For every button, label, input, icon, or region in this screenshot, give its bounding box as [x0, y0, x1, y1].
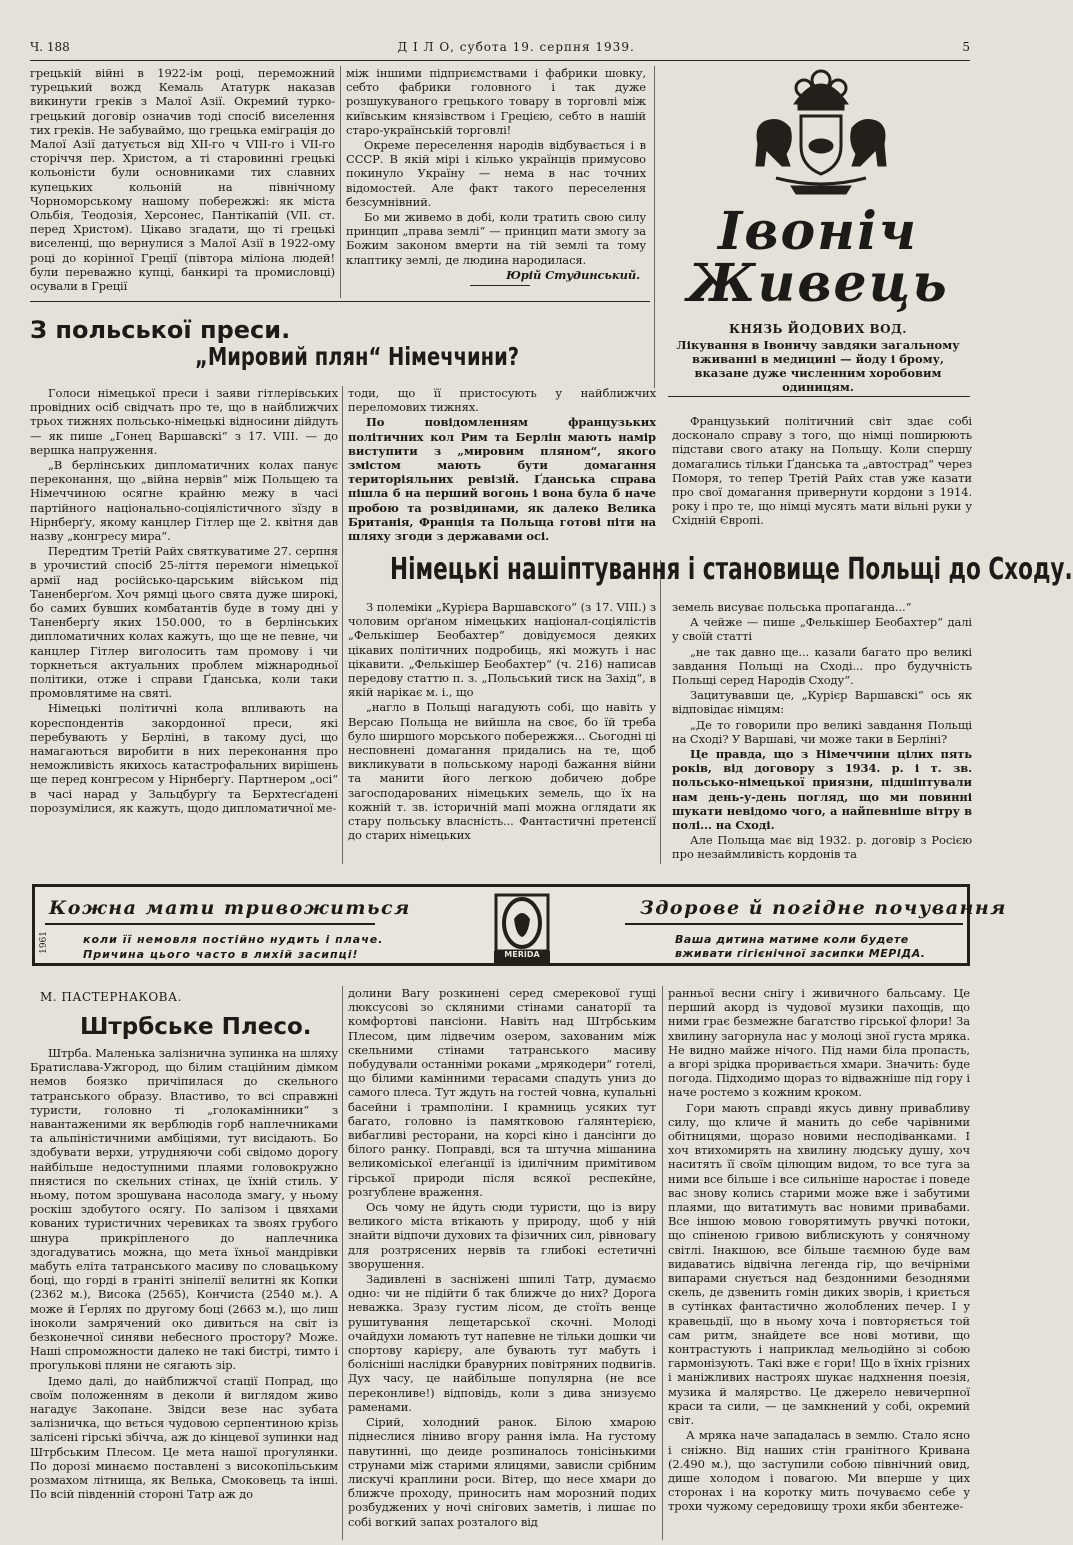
- column-divider: [662, 986, 663, 1540]
- crest-icon: [746, 66, 896, 206]
- column-divider: [342, 386, 343, 864]
- section-label: З польської преси.: [30, 316, 291, 344]
- page-number: 5: [962, 40, 970, 54]
- merida-right-title: Здорове й погідне почування: [640, 897, 1007, 919]
- merida-left-line2: Причина цього часто в лихій засипці!: [83, 948, 359, 961]
- ad-divider: [654, 66, 655, 388]
- east-headline: Німецькі нашіптування і становище Польщі до Сходу.: [390, 552, 1073, 587]
- end-rule: [470, 285, 530, 286]
- article-signature: Юрій Студинський.: [506, 267, 640, 282]
- ad-title-ivonich: Івоніч: [718, 201, 918, 262]
- ad-rule: [45, 923, 375, 925]
- ivonich-ad: [668, 66, 968, 394]
- article-author: М. ПАСТЕРНАКОВА.: [40, 990, 182, 1004]
- ad-text: Лікування в Івоничу завдяки загальному вживанні в медицині — йоду і брому, вказане дуже численним хоробовим одиницям.: [676, 338, 960, 394]
- issue-number: Ч. 188: [30, 40, 70, 54]
- plan-headline: „Мировий плян“ Німеччини?: [195, 342, 520, 371]
- top-article-rule: [30, 301, 650, 302]
- column-divider: [660, 560, 661, 864]
- merida-logo-text: MERIDA: [504, 950, 540, 959]
- merida-ad: [32, 884, 1007, 966]
- strbske-title: Штрбське Плесо.: [80, 1014, 312, 1040]
- column-divider: [342, 986, 343, 1540]
- page-header: [30, 38, 970, 56]
- strbske-col2: долини Вагу розкинені серед смерекової гущі люксусові зо скляними стінами санаторії та комфортові пансіони. Навіть над Штрбським Плесом, цим лідвечим озером, захованим між скельними стінами татранського масиву побудували останніми роками „мрякодери“ готелі, що білими камінними терасами спадуть униз до самого плеса. Тут ждуть на гостей човна, купальні басейни і трамполіни. І крамниць усяких тут багато, головно із памятковою ґалянтерією, вибагливі ресторани, на корсі кіно і дансінги до білого ранку. Поправді, вся та штучна мішанина великоміської елеґанції із ідилічним примітивом гірської природи після всякої респекйне, розгублене враження. Ось чому не йдуть сюди туристи, що із виру великого міста втікають у природу, щоб у ній знайти відпочи духових та фізичних сил, рівновагу для розтрясених нервів та глибокі естетичні зворушення. Задивлені в засніжені шпилі Татр, думаємо одно: чи не підійти б так ближче до них? Дорога неважка. Зразу густим лісом, де стоїть венце рушитування лещетарської скочні. Молоді очайдухи ломають тут напевне не тільки дошки чи спортову карієру, але бувають тут мабуть і болісніші наслідки бравурних повітряних подвигів. Дух часу, це найбільше популярна (не все переконливе!) відповідь, коли з дива знизуємо раменами. Сірий, холодний ранок. Білою хмарою піднеслися ліниво вгору рання імла. На густому павутинні, що деиде розпиналось тонісінькими струнами між старими ялицями, зависли срібним лискучі краплини роси. Вітер, що несе хмари до ближче проходу, приносить нам морозний подих розбуджених у ночі снігових заметів, і лишає по собі вогкий запах розталого від: [348, 986, 656, 1529]
- ad-subtitle: КНЯЗЬ ЙОДОВИХ ВОД.: [729, 322, 907, 336]
- ad-side-code: 1961: [39, 931, 49, 954]
- ad-title-zhyvets: Живець: [687, 253, 949, 314]
- merida-left-line1: коли її немовля постійно нудить і плаче.: [83, 933, 384, 946]
- top-article-col2: між іншими підприємствами і фабрики шовку, себто фабрики головного і так дуже розшукуваного грецького товару в торговлі між київським князівством і Грецією, себто в нашій старо-українській торговлі! Окреме переселення народів відбувається і в СССР. В якій мірі і кілько українців примусово покинуло Україну — нема в нас точних відомостей. Але факт такого переселення безсумнівний. Бо ми живемо в добі, коли тратить свою силу принцип „права землі“ — принцип мати змогу за Божим законом вмерти на тій землі та тому клаптику землі, де людина народилася. Юрій Студинський.: [346, 66, 646, 282]
- plan-article-col1: Голоси німецької преси і заяви гітлерівських провідних осіб свідчать про те, що в найближчих трьох тижнях польсько-німецькі відносини дійдуть — як пише „Гонец Варшавскі“ з 17. VIII. — до вершка напруження. „В берлінських дипломатичних колах панує переконання, що „війна нервів“ між Польщею та Німеччиною осягне крайню межу в часі партійного національно-соціялістичного зїзду в Нірнберґу, якому канцлер Гітлер ще 2. квітня дав назву „конгресу мира“. Передтим Третій Райх святкуватиме 27. серпня в урочистий спосіб 25-ліття перемоги німецької армії над російсько-царським військом під Таненберґом. Хоч рямці цього свята дуже широкі, бо самих бувших комбатантів буде в тому дні у Таненберґу яких 150.000, то в берлінських дипломатичних колах кажуть, що ще не певне, чи канцлер Гітлер виголосить там промову і чи торкнеться актуальних проблем міжнародньої політики, отже і справи Ґданська, коли таки промовлятиме на святі. Німецькі політичні кола впливають на кореспондентів закордонної преси, які перебувають у Берліні, в такому дусі, що намагаються виробити в них переконання про неможливість якихось катастрофальних вирішень ще перед конгресом у Нірнберґу. Партнером „осі“ в часі нарад у Зальцбурґу та Берхтесґадені порозумілися, як кажуть, щодо дипломатичної ме-: [30, 386, 338, 815]
- column-divider: [340, 66, 341, 298]
- masthead-date: Д І Л О, субота 19. серпня 1939.: [397, 40, 635, 54]
- strbske-col3: ранньої весни снігу і живичного бальсаму. Це перший акорд із чудової музики пахощів, що ними грає безмежне багатство гірської флори! За хвилину загорнула нас у молоці зної густа мряка. Не видно майже нічого. Під нами біла пропасть, а вгорі зрідка проривається хмари. Значить: буде погода. Підходимо щораз то відважніше під гору і наче ростемо з кожним кроком. Гори мають справді якусь дивну привабливу силу, що кличе й манить до себе чарівними обітницями, щоразо новими несподіванками. І хоч втихомирять на хвилину людську душу, хоч наситять її своїм цілющим видом, то все туга за ними все більше і все сильніше наростає і поведе вас знову колись старими може вже і забутими плаями, що витатимуть вас новими привабами. Все іншою мовою говорятимуть рвучкі потоки, що спіненою гривою виблискують у сонячному світлі. Інакшою, все більше таємною буде вам видаватись відвічна легенда гір, що вечірніми випарами снується над бездонними безоднями скель, де дзвенить гомін диких зворів, і криється в сутінках фантастично жолоблених печер. І у кравецьдії, що в ньому хоча і повторяється той сам ритм, знайдете все нові мотиви, що контрастують і наприклад мельодійно зі собою гармонізують. Такі вже є гори! Що в їхніх грізних і маніжливих настроях шукає надхнення поезія, музика й малярство. Це джерело невичерпної краси та сили, — це замкнений у собі, окремий світ. А мряка наче западалась в землю. Стало ясно і сніжно. Від наших стін гранітного Кривана (2.490 м.), що заступили собою північний овид, дише холодом і повагою. Ми вперше у цих сторонах і на коротку мить почуваємо себе у трохи чужому середовищу трохи якби збентеже-: [668, 986, 970, 1514]
- merida-right-line1: Ваша дитина матиме коли будете вживати гігієнічної засипки МЕРІДА.: [675, 933, 926, 960]
- strbske-col1: Штрба. Маленька залізнична зупинка на шляху Братислава-Ужгород, що білим стаційним дімком немов боязко причіпилася до скельного татранського образу. Властиво, то всі справжні туристи, головно ті „голокамінники“ з навантаженими як верблюдів горб наплечниками та альпіністичними амбіціями, тут висідають. Бо здобувати верхи, утрудняючи собі свідомо дорогу найбільше недоступними плаями головокружно пнястися по скельних стінах, це їхній стиль. У ньому, потом зрошувана насолода змагу, у ньому роскіш здобутого осягу. По залізом і цвяхами кованих туристичних черевиках та звоях грубого шнура прикріпленого до наплечника здогадуватись можна, що мета їхньої мандрівки мабуть еліта татранського масиву по словацькому боці, що горді в граніті зніпелії велитні як Копки (2362 м.), Висока (2565), Кончиста (2540 м.). А може й Ґерлях по другому боці (2663 м.), що лиш іноколи замрячений око дивиться на світ із безконечної синяви небесного простору? Може. Наші спроможности далеко не такі бистрі, тимто і прогулькові пляни не сягають зір. Ідемо далі, до найближчої стації Попрад, що своїм положенням в деколи й виглядом живо нагадує Закопане. Звідси везе нас зубата залізничка, що вється чудовою серпентиною крізь залісені гірські збічча, аж до кінцевої зупинки над Штрбським Плесом. Це мета нашої прогулянки. По дорозі минаємо поставлені з високопільським розмахом літнища, як Велька, Смоковець та інші. По всій південній стороні Татр аж до: [30, 1046, 338, 1502]
- merida-left-title: Кожна мати тривожиться: [49, 897, 411, 919]
- plan-article-col3: Французький політичний світ здає собі досконало справу з того, що німці поширюють підстави свого атаку на Польщу. Коли спершу домагались тільки Ґданська та „автострад“ через Поморя, то тепер Третій Райх став уже казати про свої домагання привернути кордони з 1914. року і про те, що німці мусять мати вільні руки у Східній Європі.: [672, 414, 972, 528]
- header-rule: [30, 60, 970, 61]
- plan-article-col2: тоди, що її пристосують у найближчих переломових тижнях. По повідомленням французьких політичних кол Рим та Берлін мають намір виступити з „мировим пляном“, якого змістом мають бути домагання територіяльних ревізій. Ґданська справа пішла б на перший вогонь і вона була б наче пробою та розвідинами, як далеко Велика Британія, Франція та Польща готові піти на шляху згоди з державами осі.: [348, 386, 656, 544]
- ad-bottom-rule: [668, 396, 970, 397]
- top-article-col1: грецькій війні в 1922-ім році, переможний турецький вожд Кемаль Ататурк наказав викинути греків з Малої Азії. Окремий турко-грецький договір означив тоді спосіб виселення тих греків. Не забуваймо, що грецька еміграція до Малої Азії датується від XII-го ч VIII-го і VII-го сторіччя пер. Христом, а ті старовинні грецькі кольоністи були основниками тих славних купецьких кольоній на північному Чорноморському нашому побережжі: як міста Ольбія, Теодозія, Херсонес, Пантікапій (VII. ст. перед Христом). Цікаво згадати, що ті грецькі виселенці, що вернулися з Малої Азії в 1922-ому році до корінної Греції (півтора міліона людей! були переважно купці, банкирі та промисловці) осували в Греції: [30, 66, 335, 294]
- east-article-col1: З полеміки „Курієра Варшавского“ (з 17. VIII.) з чоловим орґаном німецьких націонал-соціялістів „Фелькішер Беобахтер“ довідуємося деяких цікавих політичних подробиць, які можуть і нас цікавити. „Фелькішер Беобахтер“ (ч. 216) написав передову статтю п. з. „Польський тиск на Захід“, в якій нарікає м. і., що „нагло в Польщі нагадують собі, що навіть у Версаю Польща не вийшла на своє, бо їй треба було ширшого морського побережжя... Сьогодні ці несповнені домагання придались на те, щоб викликувати в польському народі бажання війни та манити його легкою добичею добре загосподарованих німецьких земель, що їх на кожній т. зв. історичній мапі можна оглядати як стару польську власність... Фантастичні претенсії до старих німецьких: [348, 600, 656, 843]
- ad-rule: [625, 923, 963, 925]
- east-article-col2: земель висуває польська пропаганда...“ А чейже — пише „Фелькішер Беобахтер“ далі у своїй статті „не так давно ще... казали багато про великі завдання Польщі на Сході... про будучність Польщі серед Народів Сходу“. Зацитувавши це, „Курієр Варшавскі“ ось як відповідає німцям: „Де то говорили про великі завдання Польщі на Сході? У Варшаві, чи може таки в Берліні? Це правда, що з Німеччини цілих пять років, від договору з 1934. р. і т. зв. польсько-німецької приязни, підшіптували нам день-у-день погляд, що ми повинні шукати невідомо чого, а найпевніше вітру в полі... на Сході. Але Польща має від 1932. р. договір з Росією про незаймливість кордонів та: [672, 600, 972, 862]
